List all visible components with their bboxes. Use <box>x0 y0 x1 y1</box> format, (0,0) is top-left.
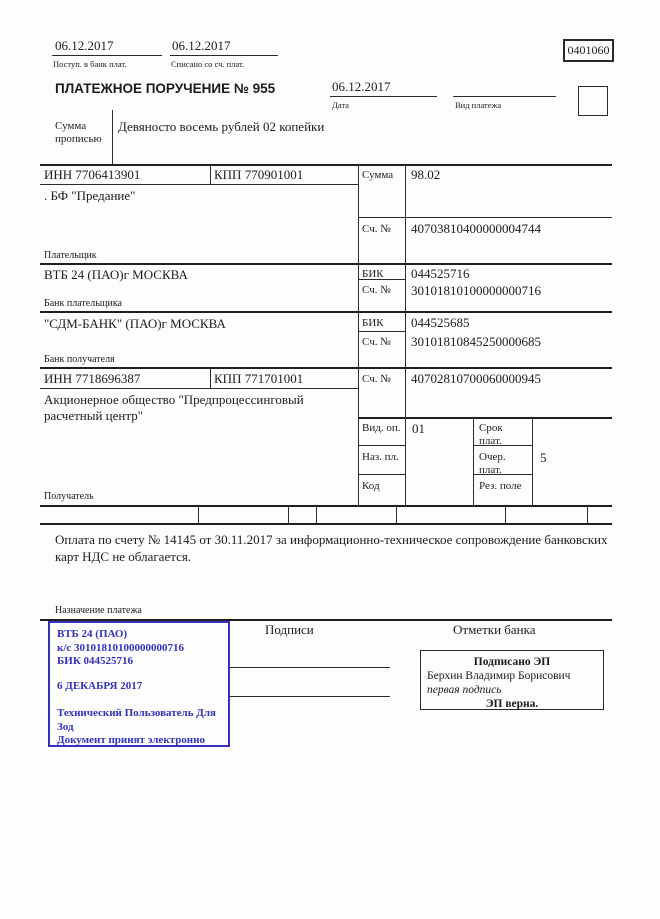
amount-words-value: Девяносто восемь рублей 02 копейки <box>118 119 325 134</box>
payment-type-label: Вид платежа <box>455 100 502 110</box>
signature-line <box>230 696 390 697</box>
section-border <box>40 523 612 525</box>
divider <box>453 96 556 97</box>
received-date-label: Поступ. в банк плат. <box>53 59 127 69</box>
payer-section-label: Плательщик <box>44 250 97 261</box>
stamp-corr-account: к/с 30101810100000000716 <box>57 641 185 654</box>
divider <box>587 507 588 523</box>
payer-account-label: Сч. № <box>362 223 391 235</box>
signature-line <box>230 667 390 668</box>
payer-inn: ИНН 7706413901 <box>44 167 141 182</box>
divider <box>405 164 406 505</box>
divider <box>358 331 405 332</box>
payer-bank-account-label: Сч. № <box>362 284 391 296</box>
payer-bank-section-label: Банк плательщика <box>44 298 122 309</box>
divider <box>210 164 211 184</box>
amount-words-label: Сумма прописью <box>55 120 102 145</box>
priority-label: Очер. плат. <box>479 451 506 476</box>
bank-electronic-stamp <box>48 621 230 747</box>
purpose-code-label: Наз. пл. <box>362 451 399 463</box>
payee-inn: ИНН 7718696387 <box>44 371 141 386</box>
document-date-label: Дата <box>332 100 349 110</box>
divider <box>40 184 358 185</box>
signatures-label: Подписи <box>265 622 314 637</box>
debited-date: 06.12.2017 <box>172 38 231 53</box>
divider <box>330 96 437 97</box>
payee-bank-bik-label: БИК <box>362 317 384 329</box>
divider <box>358 445 405 446</box>
sign-stamp-kind: первая подпись <box>427 684 502 696</box>
payee-account: 40702810700060000945 <box>411 371 541 386</box>
divider <box>198 507 199 523</box>
payer-account: 40703810400000004744 <box>411 221 541 236</box>
divider <box>358 164 359 505</box>
payee-bank-section-label: Банк получателя <box>44 354 115 365</box>
divider <box>288 507 289 523</box>
divider <box>358 474 405 475</box>
sign-stamp-title: Подписано ЭП <box>473 656 551 668</box>
op-type-label: Вид. оп. <box>362 422 401 434</box>
debited-date-label: Списано со сч. плат. <box>171 59 245 69</box>
divider <box>396 507 397 523</box>
payee-bank-bik: 044525685 <box>411 315 470 330</box>
divider <box>473 417 474 505</box>
op-type-value: 01 <box>412 421 425 436</box>
payer-name: . БФ "Предание" <box>44 188 136 203</box>
section-border <box>40 311 612 313</box>
form-code-box: 0401060 <box>563 39 614 62</box>
divider <box>112 110 113 164</box>
divider <box>210 367 211 388</box>
amount-value: 98.02 <box>411 167 441 182</box>
amount-cell-label: Сумма <box>362 169 394 181</box>
priority-value: 5 <box>540 450 547 465</box>
divider <box>40 388 358 389</box>
divider <box>532 417 533 505</box>
payee-kpp: КПП 771701001 <box>214 371 304 386</box>
payee-bank-account: 30101810845250000685 <box>411 334 541 349</box>
stamp-bik: БИК 044525716 <box>57 655 134 667</box>
divider <box>358 217 612 218</box>
stamp-user: Технический Пользователь Для Зод <box>57 707 216 733</box>
payer-bank-bik: 044525716 <box>411 266 470 281</box>
payee-name: Акционерное общество "Предпроцессинговый расчетный центр" <box>44 392 304 423</box>
payer-bank-name: ВТБ 24 (ПАО)г МОСКВА <box>44 267 188 282</box>
stamp-bank-name: ВТБ 24 (ПАО) <box>57 628 128 640</box>
payee-bank-account-label: Сч. № <box>362 336 391 348</box>
document-date: 06.12.2017 <box>332 79 391 94</box>
payee-bank-name: "СДМ-БАНК" (ПАО)г МОСКВА <box>44 316 226 331</box>
table-border <box>40 164 612 166</box>
payer-bank-account: 30101810100000000716 <box>411 283 541 298</box>
section-border <box>40 367 612 369</box>
divider <box>52 55 162 56</box>
stamp-date: 6 ДЕКАБРЯ 2017 <box>57 679 143 692</box>
payer-bank-bik-label: БИК <box>362 268 384 280</box>
due-date-label: Срок плат. <box>479 422 503 447</box>
divider <box>358 417 612 419</box>
payment-purpose-text: Оплата по счету № 14145 от 30.11.2017 за информационно-техническое сопровождение банковских карт НДС не облагается. <box>55 532 608 564</box>
sign-stamp-verified: ЭП верна. <box>485 698 539 710</box>
payee-account-label: Сч. № <box>362 373 391 385</box>
document-title: ПЛАТЕЖНОЕ ПОРУЧЕНИЕ № 955 <box>55 81 276 96</box>
bank-marks-label: Отметки банка <box>453 622 536 637</box>
section-border <box>40 263 612 265</box>
payer-kpp: КПП 770901001 <box>214 167 304 182</box>
stamp-status: Документ принят электронно <box>57 734 205 746</box>
sign-stamp-name: Берхин Владимир Борисович <box>427 670 571 682</box>
payment-purpose-label: Назначение платежа <box>55 605 142 616</box>
divider <box>505 507 506 523</box>
signature-verification-stamp <box>420 650 604 710</box>
divider <box>316 507 317 523</box>
payee-section-label: Получатель <box>44 491 94 502</box>
section-border <box>40 505 612 507</box>
received-date: 06.12.2017 <box>55 38 114 53</box>
divider <box>170 55 278 56</box>
reserve-field-label: Рез. поле <box>479 480 522 492</box>
code-label: Код <box>362 480 380 492</box>
status-box <box>578 86 608 116</box>
